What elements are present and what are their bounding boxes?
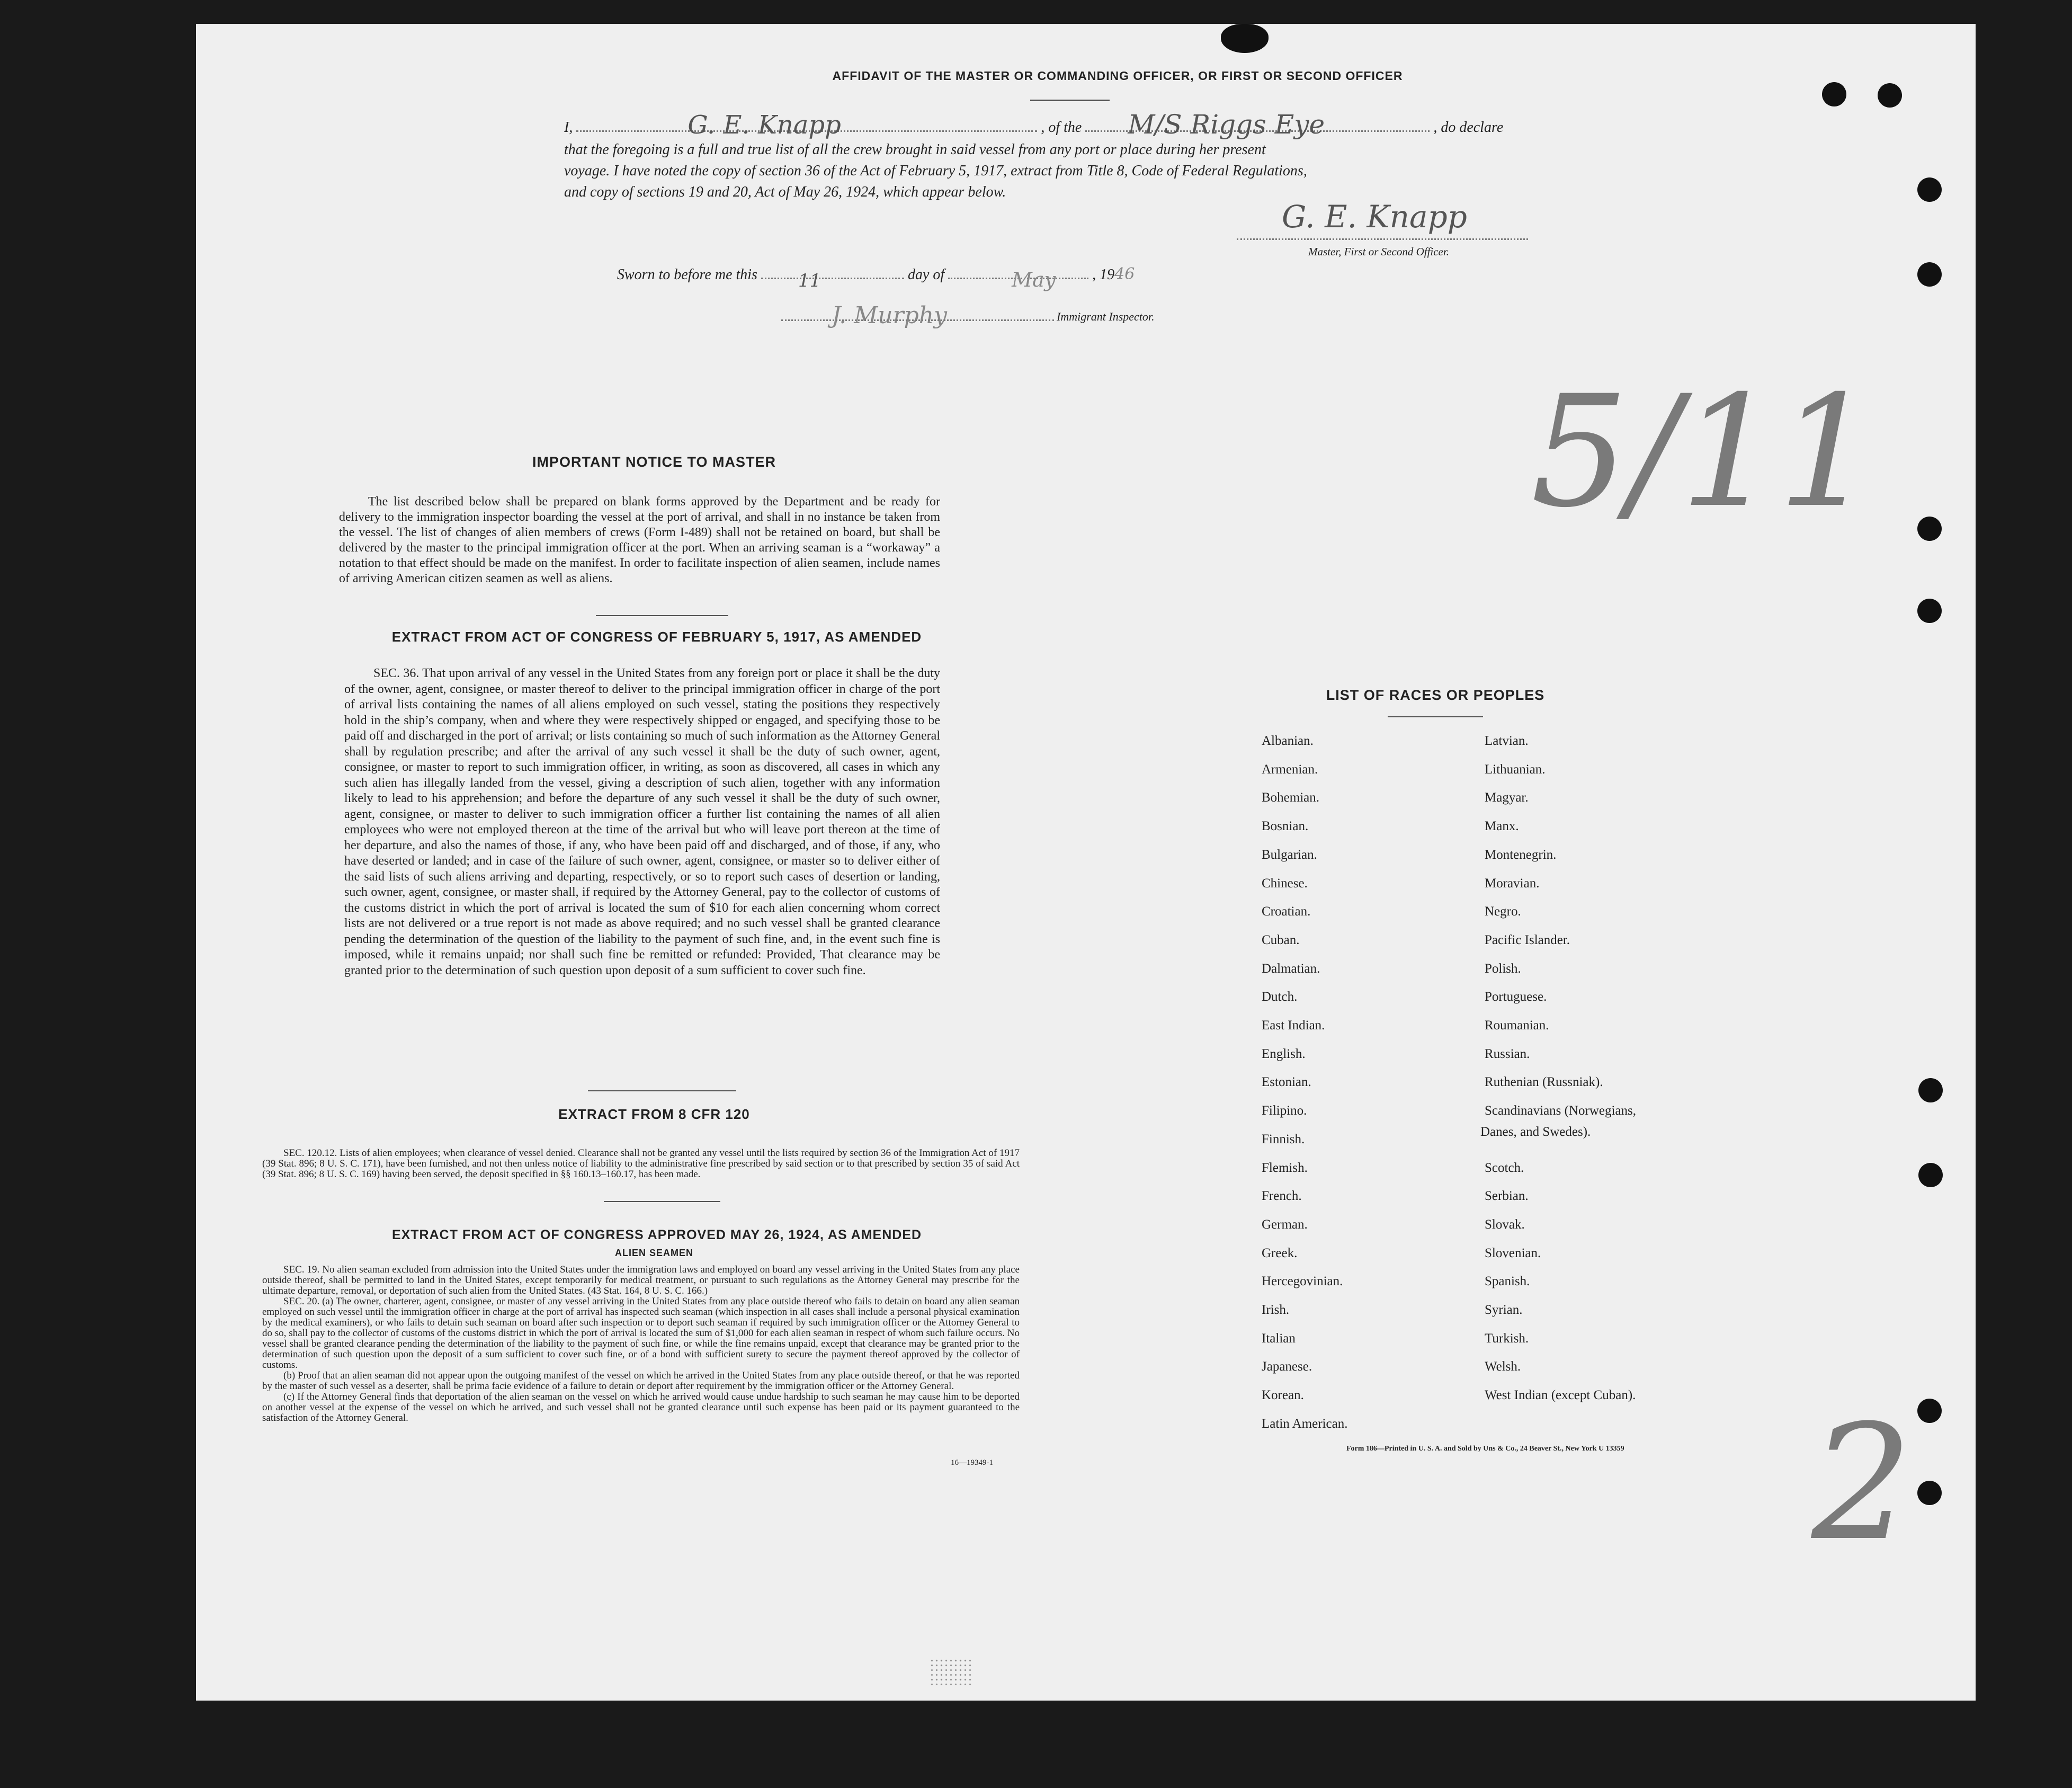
extract-1924-title: EXTRACT FROM ACT OF CONGRESS APPROVED MAY 26, 1924, AS AMENDED (391, 1227, 922, 1242)
race-item: Korean. (1262, 1388, 1304, 1403)
extract-cfr-title: EXTRACT FROM 8 CFR 120 (558, 1106, 750, 1122)
races-title-rule (1388, 716, 1483, 717)
race-item: Roumanian. (1485, 1018, 1549, 1033)
extract-1917-title: EXTRACT FROM ACT OF CONGRESS OF FEBRUARY 5, 1917, AS AMENDED (391, 629, 922, 645)
race-item: Albanian. (1262, 734, 1314, 748)
punch-hole (1917, 177, 1942, 202)
affidavit-line-4: and copy of sections 19 and 20, Act of May 26, 1924, which appear below. (564, 184, 1006, 200)
affidavit-line-3: voyage. I have noted the copy of section 36 of the Act of February 5, 1917, extract from Title 8, Code of Federal Regulations, (564, 163, 1307, 179)
race-item: Serbian. (1485, 1189, 1529, 1204)
race-item: Japanese. (1262, 1359, 1312, 1374)
race-item: Latvian. (1485, 734, 1529, 748)
notice-title: IMPORTANT NOTICE TO MASTER (532, 454, 776, 470)
inspector-signature-line (781, 319, 1054, 321)
race-item: Portuguese. (1485, 990, 1547, 1004)
vessel-name-field (1085, 109, 1430, 140)
race-item: German. (1262, 1217, 1308, 1232)
sworn-day-handwritten: 11 (798, 270, 821, 291)
sworn-label: Sworn to before me this (617, 266, 757, 283)
race-item: Dutch. (1262, 990, 1298, 1004)
section-20a-text: SEC. 20. (a) The owner, charterer, agent, consignee, or master of any vessel arriving in the United States from any place outside thereof who fails to detain on board any alien seaman employed on such vessel until the immigration officer in charge at the port of arrival has inspected such seaman (which inspection in all cases shall include a personal physical examination by the medical examiners), or who fails to detain such seaman on board after such inspection or to deport such seaman if required by such immigration officer or the Attorney General to do so, shall pay to the collector of customs of the customs district in which the port of arrival is located the sum of $1,000 for each alien seaman in respect of whom such failure occurs. No vessel shall be granted clearance pending the determination of the liability to the payment of such fine, or while the fine remains unpaid, except that clearance may be granted prior to the determination of such question upon the deposit of a sum sufficient to cover such fine, or of a bond with sufficient surety to secure the payment thereof approved by the collector of customs. (262, 1296, 1020, 1371)
race-item: Chinese. (1262, 876, 1308, 891)
ink-blot (1221, 24, 1269, 53)
race-item: Bosnian. (1262, 819, 1309, 834)
extract-cfr-body: SEC. 120.12. Lists of alien employees; when clearance of vessel denied. Clearance shall not be granted any vessel until the lists required by section 36 of the Immigration Act of 1917 (39 Stat. 896; 8 U. S. C. 171), have been furnished, and not then unless notice of liability to the administrative fine prescribed by said section or to that prescribed by section 35 of said Act (39 Stat. 896; 8 U. S. C. 169) having been served, the deposit specified in §§ 160.13–160.17, has been made. (262, 1147, 1020, 1180)
races-footer: Form 186—Printed in U. S. A. and Sold by Uns & Co., 24 Beaver St., New York U 13359 (1346, 1445, 1624, 1453)
sworn-line (617, 265, 1135, 291)
notice-body: The list described below shall be prepared on blank forms approved by the Department and be ready for delivery to the immigration inspector boarding the vessel at the port of arrival, and shall in no instance be taken from the vessel. The list of changes of alien members of crews (Form I-489) shall not be retained on board, but shall be delivered by the master to the principal immigration officer at the port. When an arriving seaman is a “workaway” a notation to that effect should be made on the manifest. In order to facilitate inspection of alien seamen, include names of arriving American citizen seamen as well as aliens. (339, 495, 940, 585)
day-of-label: day of (907, 266, 945, 283)
race-item: Magyar. (1485, 790, 1529, 805)
form-code: 16—19349-1 (951, 1458, 993, 1467)
extract-1924-subtitle: ALIEN SEAMEN (614, 1248, 693, 1258)
section-19-text: SEC. 19. No alien seaman excluded from admission into the United States under the immigration laws and employed on board any vessel arriving in the United States from any place outside thereof, shall be permitted to land in the United States, except temporarily for medical treatment, or pursuant to such regulations as the Attorney General may prescribe for the ultimate departure, removal, or deportation of such alien from the United States. (43 Stat. 164, 8 U. S. C. 166.) (262, 1264, 1020, 1296)
inspector-caption: Immigrant Inspector. (1057, 310, 1155, 323)
race-item: Negro. (1485, 904, 1521, 919)
punch-hole (1918, 1078, 1943, 1102)
race-item: Lithuanian. (1485, 762, 1546, 777)
race-item: Italian (1262, 1331, 1296, 1346)
affidavit-title: AFFIDAVIT OF THE MASTER OR COMMANDING OFFICER, OR FIRST OR SECOND OFFICER (832, 69, 1403, 83)
of-the-label: , of the (1041, 119, 1082, 136)
sworn-month-handwritten: May (1012, 268, 1056, 291)
punch-hole (1918, 1163, 1943, 1187)
handwritten-corner-number: 2 (1811, 1391, 1913, 1576)
race-item: Irish. (1262, 1303, 1290, 1317)
sworn-day-field (761, 270, 904, 291)
punch-hole (1917, 517, 1942, 541)
race-item: Welsh. (1485, 1359, 1521, 1374)
affidavit-line-2: that the foregoing is a full and true list of all the crew brought in said vessel from any port or place during her present (564, 141, 1266, 158)
section-20c-text: (c) If the Attorney General finds that deportation of the alien seaman on the vessel on which he arrived would cause undue hardship to such seaman he may cause him to be deported on another vessel at the expense of the vessel on which he arrived, and such vessel shall not be granted clearance until such expense has been paid or its payment guaranteed to the satisfaction of the Attorney General. (262, 1391, 1020, 1424)
affidavit-i-label: I, (564, 119, 573, 136)
section-20b-text: (b) Proof that an alien seaman did not appear upon the outgoing manifest of the vessel on which he arrived in the United States from any place outside thereof, or that he was reported by the master of such vessel as a deserter, shall be prima facie evidence of a failure to detain or deport after requirement by the immigration officer or the Attorney General. (262, 1370, 1020, 1392)
race-item: Dalmatian. (1262, 961, 1320, 976)
races-title: LIST OF RACES OR PEOPLES (1326, 687, 1545, 703)
extract-1924-body (262, 1265, 1020, 1424)
race-item: West Indian (except Cuban). (1485, 1388, 1636, 1403)
year-label: , 19 (1092, 266, 1115, 283)
punch-hole (1917, 1399, 1942, 1423)
extract-cfr-rule (604, 1201, 720, 1202)
race-item: Manx. (1485, 819, 1519, 834)
extract-1917-rule (588, 1090, 736, 1091)
do-declare-label: , do declare (1433, 119, 1504, 136)
handwritten-page-mark: 5/11 (1531, 363, 1876, 541)
race-item: Scotch. (1485, 1160, 1524, 1175)
race-item: French. (1262, 1189, 1302, 1204)
race-item: Polish. (1485, 961, 1521, 976)
race-item: Slovak. (1485, 1217, 1525, 1232)
race-item: Spanish. (1485, 1274, 1530, 1289)
signature-line (1237, 238, 1528, 240)
race-item: Pacific Islander. (1485, 932, 1570, 947)
punch-hole (1822, 82, 1846, 106)
affidavit-line-1 (564, 109, 1756, 140)
notice-rule (596, 615, 728, 616)
race-item: Bulgarian. (1262, 847, 1317, 862)
race-item: Ruthenian (Russniak). (1485, 1075, 1603, 1090)
race-item: Armenian. (1262, 762, 1318, 777)
punch-hole (1878, 83, 1902, 108)
race-item: Cuban. (1262, 932, 1300, 947)
race-item: Estonian. (1262, 1075, 1311, 1090)
master-name-handwritten: G. E. Knapp (687, 110, 841, 140)
race-item: Filipino. (1262, 1104, 1307, 1118)
punch-hole (1917, 262, 1942, 287)
vessel-name-handwritten: M/S Riggs Eye (1128, 109, 1325, 140)
race-item: English. (1262, 1046, 1306, 1061)
race-item: Greek. (1262, 1246, 1298, 1260)
master-name-field (576, 110, 1037, 140)
race-item: Finnish. (1262, 1132, 1305, 1146)
race-item: Turkish. (1485, 1331, 1529, 1346)
race-item: Syrian. (1485, 1303, 1523, 1317)
scan-specks (930, 1658, 972, 1685)
signature-caption: Master, First or Second Officer. (1308, 245, 1449, 258)
race-item-continuation: Danes, and Swedes). (1480, 1125, 1591, 1139)
extract-1917-body: SEC. 36. That upon arrival of any vessel in the United States from any foreign port or place it shall be the duty of the owner, agent, consignee, or master thereof to deliver to the principal immigration officer in charge of the port of arrival lists containing the names of all aliens employed on such vessel, stating the positions they respectively hold in the ship’s company, when and where they were respectively shipped or engaged, and specifying those to be paid off and discharged in the port of arrival; or lists containing so much of such information as the Attorney General shall by regulation prescribe; and after the arrival of any such vessel it shall be the duty of such owner, agent, consignee, or master to report to such immigration officer, in writing, as soon as discovered, all cases in which any such alien has illegally landed from the vessel, giving a description of such alien, together with any information likely to lead to his apprehension; and before the departure of any such vessel it shall be the duty of such owner, agent, consignee, or master to deliver to such immigration officer a further list containing the names of all alien employees who were not employed thereon at the time of the arrival but who will leave port thereon at the time of her departure, and also the names of those, if any, who have been paid off and discharged, and of those, if any, who have deserted or landed; and in case of the failure of such owner, agent, consignee, or master so to deliver either of the said lists of such aliens arriving and departing, respectively, or so to report such cases of desertion or landing, such owner, agent, consignee, or master shall, if required by the Attorney General, pay to the collector of customs of the customs district in which the port of arrival is located the sum of $10 for each alien concerning whom correct lists are not delivered or a true report is not made as above required; and no such vessel shall be granted clearance pending the determination of the question of the liability to the payment of such fine, and, in the event such fine is imposed, while it remains unpaid; nor shall such fine be remitted or refunded: Provided, That clearance may be granted prior to the determination of such question upon deposit of a sum sufficient to cover such fine. (344, 666, 940, 977)
document-page (196, 24, 1976, 1701)
race-item: Flemish. (1262, 1160, 1308, 1175)
inspector-signature: J. Murphy (832, 302, 947, 329)
race-item: Bohemian. (1262, 790, 1320, 805)
punch-hole (1917, 1481, 1942, 1505)
race-item: Montenegrin. (1485, 847, 1557, 862)
master-signature: G. E. Knapp (1282, 199, 1467, 235)
sworn-year-handwritten: 46 (1114, 265, 1135, 283)
race-item: Russian. (1485, 1046, 1530, 1061)
race-item: East Indian. (1262, 1018, 1325, 1033)
race-item: Hercegovinian. (1262, 1274, 1343, 1289)
affidavit-title-rule (1030, 100, 1110, 101)
race-item: Scandinavians (Norwegians, (1485, 1104, 1637, 1118)
race-item: Moravian. (1485, 876, 1540, 891)
race-item: Croatian. (1262, 904, 1311, 919)
sworn-month-field (948, 268, 1088, 291)
race-item: Slovenian. (1485, 1246, 1541, 1260)
punch-hole (1917, 599, 1942, 623)
race-item: Latin American. (1262, 1416, 1348, 1431)
